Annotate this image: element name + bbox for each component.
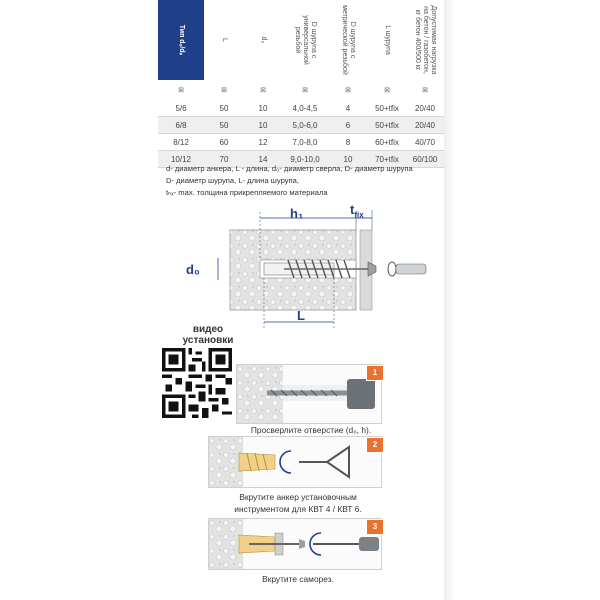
step-2-caption-line2: инструментом для КВТ 4 / КВТ 6. [234,504,362,514]
sheet-right-margin [454,0,600,600]
header-length-label: L [221,38,228,42]
cell-screw-length: 50+tfix [375,104,399,113]
video-caption-line2: установки [182,335,234,346]
step-1-panel [236,364,382,424]
screwdriver-handle [359,537,379,551]
legend-line: tₕₓ- max. толщина прикрепляемого материала [166,188,328,197]
cell-drill: 10 [258,121,268,130]
header-cell-screw-metric [328,0,368,80]
spec-table-header [158,0,444,80]
drilling-illustration [237,365,381,423]
header-screw-metric-label: D шурупа с метрической резьбой [341,5,356,75]
cell-screw-universal: 7,0-8,0 [292,138,318,147]
cell-screw-length: 60+tfix [375,138,399,147]
drill-chuck [347,379,375,409]
cell-screw-metric: 4 [345,104,351,113]
h1-label: h₁ [290,206,304,221]
header-cell-screw-length [368,0,406,80]
symbol-icon: ⊠ [345,87,351,94]
anchor-cross-section-diagram [200,200,450,340]
cell-drill: 12 [258,138,268,147]
screw-head [299,539,305,549]
screwdriver-handle [396,264,426,274]
anchor-setting-illustration [209,437,381,487]
cell-load: 40/70 [414,138,436,147]
header-type-label: Тип dₒ/dₛ [178,24,185,56]
step-2-panel [208,436,382,488]
legend-text [166,163,446,199]
header-screw-length-label: L шурупа [384,25,391,55]
legend-line: D- диаметр шурупа, L- длина шурупа, [166,176,299,185]
qr-code[interactable] [162,348,232,418]
screw-driving-illustration [209,519,381,569]
tfix-subscript: fix [354,210,364,220]
table-row [158,117,444,134]
step-2-caption [210,491,386,515]
step-1-badge: 1 [366,365,384,381]
symbol-icon: ⊠ [302,87,308,94]
rotate-arrow-icon [280,451,291,473]
symbol-icon: ⊠ [221,87,227,94]
table-row [158,134,444,151]
cell-load: 20/40 [414,104,436,113]
cell-drill: 14 [258,155,268,164]
symbol-icon: ⊠ [384,87,390,94]
setting-tool-handle [327,447,349,477]
step-2-badge: 2 [366,437,384,453]
cell-length: 70 [219,155,229,164]
cell-screw-length: 50+tfix [375,121,399,130]
symbol-icon: ⊠ [422,87,428,94]
header-cell-load [406,0,444,80]
symbol-icon: ⊠ [260,87,266,94]
header-cell-screw-universal [282,0,328,80]
cell-type: 6/8 [175,121,187,130]
screw-head [368,262,376,276]
header-cell-type [158,0,204,80]
cell-type: 5/6 [175,104,187,113]
cell-screw-metric: 10 [343,155,353,164]
header-load-label [413,3,437,77]
cell-length: 60 [219,138,229,147]
step-3-badge: 3 [366,519,384,535]
header-load-line2: бетон 400/500 кг [414,17,421,71]
cell-type: 8/12 [173,138,189,147]
cell-screw-universal: 5,0-6,0 [292,121,318,130]
cell-load: 20/40 [414,121,436,130]
header-cell-length [204,0,244,80]
cell-drill: 10 [258,104,268,113]
concrete-block [209,437,243,487]
step-2-caption-line1: Вкрутите анкер установочным [239,492,357,502]
step-3-panel [208,518,382,570]
step-3-caption: Вкрутите саморез. [262,574,334,584]
concrete-block [209,519,243,569]
screwdriver-tip [388,262,396,276]
header-cell-drill [244,0,282,80]
cell-length: 50 [219,121,229,130]
video-caption-line1: видео [192,324,224,335]
cell-load: 60/100 [412,155,438,164]
cell-screw-universal: 9,0-10,0 [290,155,320,164]
legend-line: d- диаметр анкера, L - длина, d₀- диаметр сверла, D- диаметр шурупа [166,164,413,173]
l-label: L [297,308,305,323]
header-screw-universal-label: D шурупа с универсальной резьбой [294,15,317,65]
cell-screw-universal: 4,0-4,5 [292,104,318,113]
symbol-icon: ⊠ [178,87,184,94]
cell-screw-metric: 6 [345,121,351,130]
symbol-row [158,86,444,96]
tfix-label [350,202,364,220]
header-drill-label: d₀ [260,36,267,44]
step-1-caption: Просверлите отверстие (d₀, h). [250,425,372,435]
video-caption [172,324,244,346]
header-load-line1: Допустимая нагрузка на бетон / газобетон, кг [414,5,437,75]
spec-table [158,100,444,168]
cell-screw-metric: 8 [345,138,351,147]
tfix-letter: t [350,202,355,217]
cell-length: 50 [219,104,229,113]
cell-screw-length: 70+tfix [375,155,399,164]
d0-label: d₀ [186,262,200,277]
table-row [158,100,444,117]
cell-type: 10/12 [170,155,192,164]
